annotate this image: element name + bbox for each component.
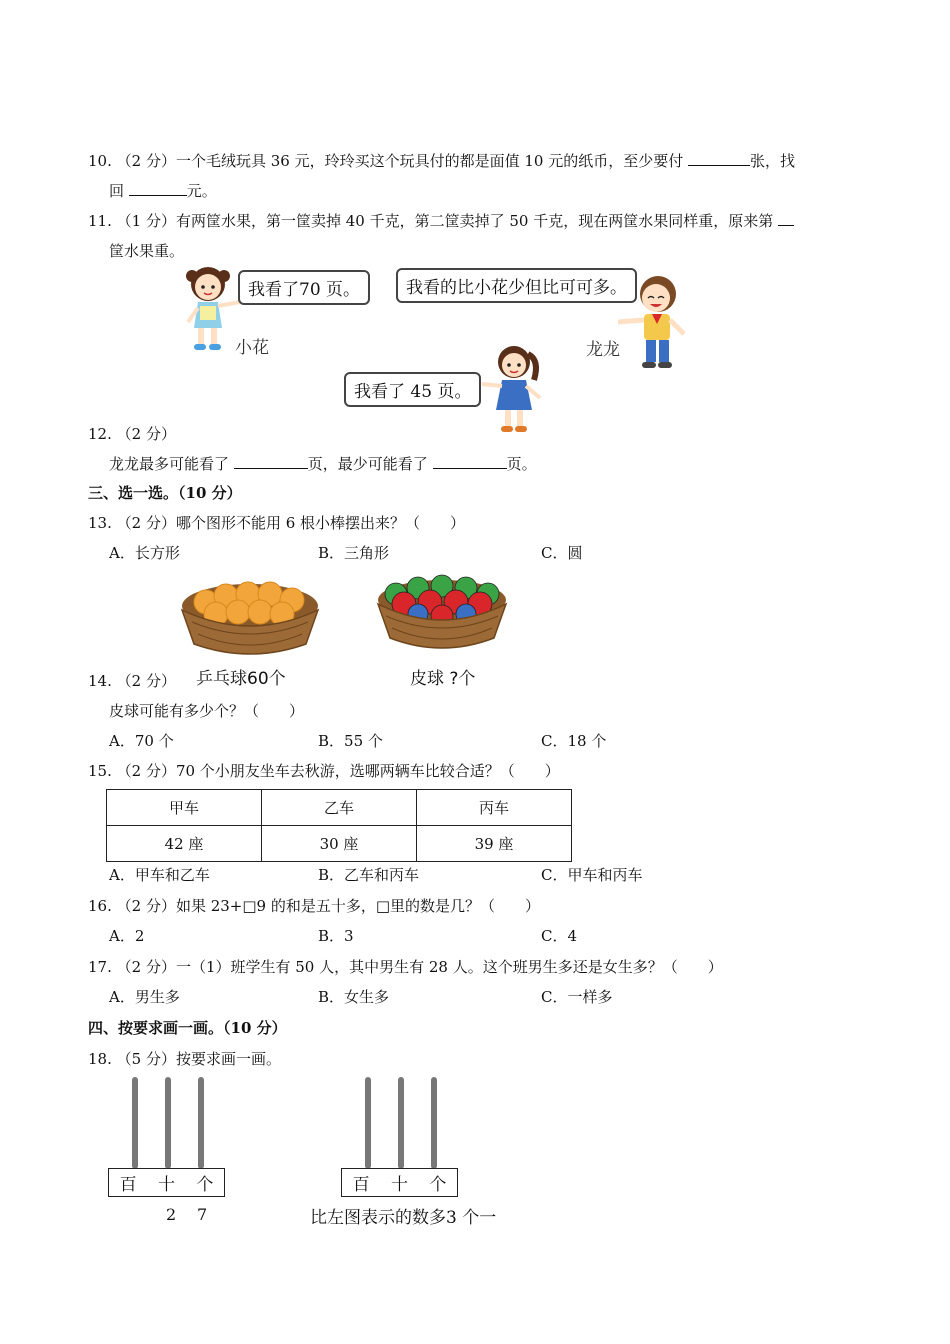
q17-number: 17. <box>88 958 112 976</box>
abacus-label-ones: 个 <box>429 1175 447 1195</box>
q16-option-c[interactable]: C．4 <box>541 927 578 945</box>
label-longlong: 龙龙 <box>586 340 620 360</box>
table-header-row <box>107 790 572 826</box>
girl-keke-illustration <box>478 340 548 436</box>
q10-text-4: 元。 <box>186 182 217 200</box>
q15-option-a[interactable]: A．甲车和乙车 <box>109 866 210 884</box>
speech-bubble-longlong <box>396 268 637 303</box>
q14-option-b[interactable]: B．55 个 <box>318 732 383 750</box>
label-pingpong: 乒乓球60个 <box>196 669 286 689</box>
q17-score: （2 分） <box>116 958 176 976</box>
q11-number: 11. <box>88 212 112 230</box>
q10-text-3: 回 <box>109 182 125 200</box>
q17-option-c[interactable]: C．一样多 <box>541 988 613 1006</box>
q11-text: 有两筐水果，第一筐卖掉 40 千克，第二筐卖掉了 50 千克，现在两筐水果同样重，原来第 <box>175 212 774 230</box>
q11-text-2: 筐水果重。 <box>109 242 185 260</box>
abacus-rod-tens[interactable] <box>165 1077 171 1169</box>
q12-number: 12. <box>88 425 112 443</box>
q10-text-2: 张，找 <box>749 152 795 170</box>
q13-line <box>88 512 465 533</box>
q18-score: （5 分） <box>116 1050 176 1068</box>
table-row <box>107 826 572 862</box>
q17-line <box>88 956 723 977</box>
q14-number: 14. <box>88 672 112 690</box>
abacus-label-hundreds: 百 <box>119 1175 137 1195</box>
q12-score: （2 分） <box>116 425 176 443</box>
q11-line2 <box>109 240 184 261</box>
q10-text: 一个毛绒玩具 36 元，玲玲买这个玩具付的都是面值 10 元的纸币，至少要付 <box>175 152 684 170</box>
q18-number: 18. <box>88 1050 112 1068</box>
abacus-rod-ones[interactable] <box>198 1077 204 1169</box>
label-xiaohua: 小花 <box>235 338 269 358</box>
basket-pingpong-illustration <box>178 572 322 660</box>
speech-bubble-xiaohua <box>238 270 370 305</box>
q15-number: 15. <box>88 762 112 780</box>
q16-score: （2 分） <box>116 897 176 915</box>
q10-score: （2 分） <box>116 152 176 170</box>
abacus-frame-left <box>108 1168 225 1197</box>
q13-option-c[interactable]: C．圆 <box>541 544 583 562</box>
q18-text: 按要求画一画。 <box>175 1050 281 1068</box>
q10-line1 <box>88 150 795 171</box>
table-header-cell: 乙车 <box>262 790 417 826</box>
q12-line <box>109 453 537 474</box>
q12-text-1: 龙龙最多可能看了 <box>109 455 230 473</box>
q15-line <box>88 760 560 781</box>
q12-blank-max[interactable] <box>234 454 308 469</box>
q15-option-b[interactable]: B．乙车和丙车 <box>318 866 420 884</box>
section-4-title: 四、按要求画一画。（10 分） <box>88 1019 287 1037</box>
q16-option-b[interactable]: B．3 <box>318 927 354 945</box>
label-ball: 皮球 ?个 <box>410 669 476 689</box>
q16-number: 16. <box>88 897 112 915</box>
q14-text: 皮球可能有多少个？（ ） <box>109 702 305 720</box>
abacus-label-hundreds: 百 <box>352 1175 370 1195</box>
q13-text: 哪个图形不能用 6 根小棒摆出来？（ ） <box>175 514 466 532</box>
table-cell: 30 座 <box>262 826 417 862</box>
q14-header <box>88 670 176 691</box>
q10-blank-bills[interactable] <box>688 151 750 166</box>
speech-bubble-keke <box>344 372 481 407</box>
q10-line2 <box>109 180 217 201</box>
table-cell: 42 座 <box>107 826 262 862</box>
q13-option-b[interactable]: B．三角形 <box>318 544 390 562</box>
q10-blank-change[interactable] <box>129 181 187 196</box>
abacus-rod-hundreds[interactable] <box>365 1077 371 1169</box>
q11-blank[interactable] <box>778 211 794 226</box>
q12-blank-min[interactable] <box>433 454 507 469</box>
q12-header <box>88 423 176 444</box>
q11-score: （1 分） <box>116 212 176 230</box>
q14-option-a[interactable]: A．70 个 <box>109 732 174 750</box>
q15-option-c[interactable]: C．甲车和丙车 <box>541 866 643 884</box>
q14-option-c[interactable]: C．18 个 <box>541 732 607 750</box>
abacus-rod-ones[interactable] <box>431 1077 437 1169</box>
abacus-label-tens: 十 <box>390 1175 408 1195</box>
abacus-rod-tens[interactable] <box>398 1077 404 1169</box>
speech-text-longlong: 我看的比小花少但比可可多。 <box>406 278 627 298</box>
q15-text: 70 个小朋友坐车去秋游，选哪两辆车比较合适？（ ） <box>175 762 560 780</box>
basket-ball-illustration <box>374 570 510 658</box>
q16-line <box>88 895 540 916</box>
q17-text: 一（1）班学生有 50 人，其中男生有 28 人。这个班男生多还是女生多？（ ） <box>175 958 723 976</box>
speech-text-keke: 我看了 45 页。 <box>354 382 472 402</box>
q17-option-b[interactable]: B．女生多 <box>318 988 390 1006</box>
abacus-label-tens: 十 <box>157 1175 175 1195</box>
q13-number: 13. <box>88 514 112 532</box>
right-abacus-caption: 比左图表示的数多3 个一 <box>310 1208 497 1228</box>
q13-score: （2 分） <box>116 514 176 532</box>
car-seats-table <box>106 789 572 862</box>
abacus-rod-hundreds[interactable] <box>132 1077 138 1169</box>
abacus-frame-right <box>341 1168 458 1197</box>
left-digit-tens: 2 <box>166 1205 177 1224</box>
speech-text-xiaohua: 我看了70 页。 <box>248 280 361 300</box>
boy-longlong-illustration <box>612 272 690 372</box>
q14-score: （2 分） <box>116 672 176 690</box>
q12-text-3: 页。 <box>506 455 537 473</box>
q17-option-a[interactable]: A．男生多 <box>109 988 180 1006</box>
q12-text-2: 页，最少可能看了 <box>307 455 428 473</box>
table-header-cell: 甲车 <box>107 790 262 826</box>
section-3-title: 三、选一选。（10 分） <box>88 484 242 502</box>
abacus-label-ones: 个 <box>196 1175 214 1195</box>
table-cell: 39 座 <box>417 826 572 862</box>
table-header-cell: 丙车 <box>417 790 572 826</box>
q16-text: 如果 23+□9 的和是五十多，□里的数是几？（ ） <box>175 897 541 915</box>
q10-number: 10. <box>88 152 112 170</box>
left-digit-ones: 7 <box>197 1205 208 1224</box>
q13-option-a[interactable]: A．长方形 <box>109 544 180 562</box>
q18-line <box>88 1048 281 1069</box>
q15-score: （2 分） <box>116 762 176 780</box>
q16-option-a[interactable]: A．2 <box>109 927 145 945</box>
q11-line1 <box>88 210 794 231</box>
